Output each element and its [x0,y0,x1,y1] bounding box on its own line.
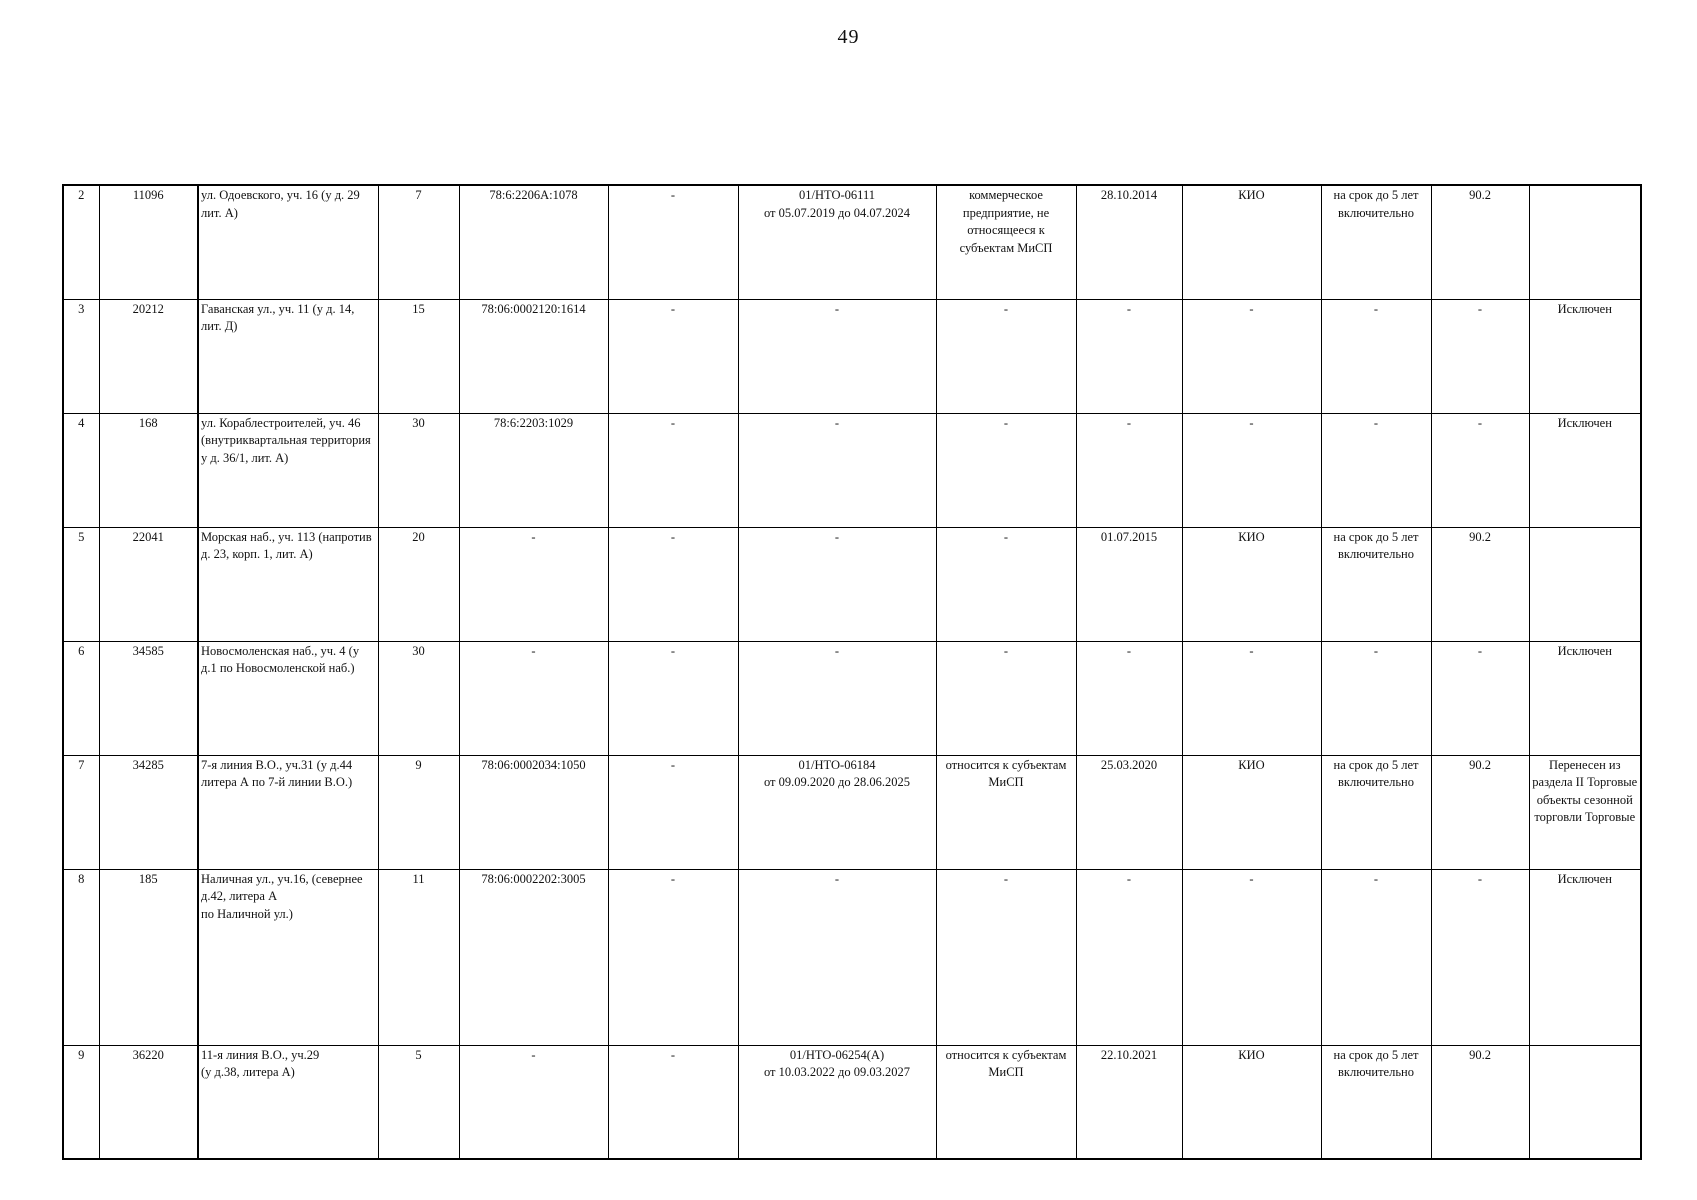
area-cell: 7 [378,185,459,299]
table-row [63,527,1641,641]
object-id-cell: 36220 [99,1045,198,1159]
note-cell: Исключен [1529,413,1641,527]
address-cell: Наличная ул., уч.16, (севернее д.42, литера А по Наличной ул.) [198,869,378,1045]
organization-cell: - [1182,299,1321,413]
table-row [63,413,1641,527]
row-number-cell: 2 [63,185,99,299]
organization-cell: - [1182,413,1321,527]
table-row [63,869,1641,1045]
term-cell: - [1321,641,1431,755]
date-cell: 28.10.2014 [1076,185,1182,299]
table-row [63,299,1641,413]
address-cell: 7-я линия В.О., уч.31 (у д.44 литера А по 7-й линии В.О.) [198,755,378,869]
date-cell: - [1076,869,1182,1045]
cadastral-number-cell: 78:6:2206А:1078 [459,185,608,299]
area-cell: 30 [378,413,459,527]
code-cell: - [1431,299,1529,413]
business-status-cell: коммерческое предприятие, не относящееся к субъектам МиСП [936,185,1076,299]
row-number-cell: 4 [63,413,99,527]
cadastral-number-cell: 78:06:0002120:1614 [459,299,608,413]
column-6-cell: - [608,413,738,527]
table-row [63,755,1641,869]
date-cell: 01.07.2015 [1076,527,1182,641]
cadastral-number-cell: - [459,527,608,641]
area-cell: 11 [378,869,459,1045]
table-row [63,185,1641,299]
date-cell: - [1076,299,1182,413]
note-cell: Перенесен из раздела II Торговые объекты сезонной торговли Торговые [1529,755,1641,869]
note-cell [1529,527,1641,641]
row-number-cell: 7 [63,755,99,869]
row-number-cell: 6 [63,641,99,755]
object-id-cell: 34285 [99,755,198,869]
term-cell: - [1321,299,1431,413]
object-id-cell: 185 [99,869,198,1045]
business-status-cell: - [936,869,1076,1045]
note-cell: Исключен [1529,869,1641,1045]
row-number-cell: 5 [63,527,99,641]
table-row [63,1045,1641,1159]
column-6-cell: - [608,527,738,641]
term-cell: - [1321,869,1431,1045]
contract-cell: - [738,641,936,755]
contract-cell: 01/НТО-06111 от 05.07.2019 до 04.07.2024 [738,185,936,299]
business-status-cell: - [936,641,1076,755]
address-cell: Морская наб., уч. 113 (напротив д. 23, корп. 1, лит. А) [198,527,378,641]
object-id-cell: 34585 [99,641,198,755]
table-row [63,641,1641,755]
organization-cell: - [1182,641,1321,755]
note-cell: Исключен [1529,641,1641,755]
page-number: 49 [837,26,860,48]
code-cell: - [1431,641,1529,755]
registry-table [62,184,1642,1160]
date-cell: 22.10.2021 [1076,1045,1182,1159]
column-6-cell: - [608,299,738,413]
business-status-cell: - [936,413,1076,527]
column-6-cell: - [608,185,738,299]
business-status-cell: - [936,299,1076,413]
code-cell: - [1431,869,1529,1045]
note-cell: Исключен [1529,299,1641,413]
address-cell: ул. Одоевского, уч. 16 (у д. 29 лит. А) [198,185,378,299]
area-cell: 9 [378,755,459,869]
contract-cell: - [738,413,936,527]
cadastral-number-cell: 78:6:2203:1029 [459,413,608,527]
organization-cell: КИО [1182,185,1321,299]
date-cell: 25.03.2020 [1076,755,1182,869]
column-6-cell: - [608,641,738,755]
date-cell: - [1076,413,1182,527]
object-id-cell: 22041 [99,527,198,641]
contract-cell: - [738,527,936,641]
cadastral-number-cell: - [459,1045,608,1159]
column-6-cell: - [608,755,738,869]
code-cell: 90.2 [1431,755,1529,869]
address-cell: ул. Кораблестроителей, уч. 46 (внутриквартальная территория у д. 36/1, лит. А) [198,413,378,527]
row-number-cell: 9 [63,1045,99,1159]
object-id-cell: 168 [99,413,198,527]
term-cell: - [1321,413,1431,527]
term-cell: на срок до 5 лет включительно [1321,755,1431,869]
business-status-cell: относится к субъектам МиСП [936,755,1076,869]
address-cell: Новосмоленская наб., уч. 4 (у д.1 по Новосмоленской наб.) [198,641,378,755]
object-id-cell: 20212 [99,299,198,413]
note-cell [1529,185,1641,299]
organization-cell: КИО [1182,755,1321,869]
term-cell: на срок до 5 лет включительно [1321,527,1431,641]
column-6-cell: - [608,869,738,1045]
date-cell: - [1076,641,1182,755]
area-cell: 5 [378,1045,459,1159]
address-cell: 11-я линия В.О., уч.29 (у д.38, литера А) [198,1045,378,1159]
address-cell: Гаванская ул., уч. 11 (у д. 14, лит. Д) [198,299,378,413]
area-cell: 30 [378,641,459,755]
term-cell: на срок до 5 лет включительно [1321,185,1431,299]
row-number-cell: 8 [63,869,99,1045]
organization-cell: КИО [1182,1045,1321,1159]
code-cell: 90.2 [1431,527,1529,641]
cadastral-number-cell: 78:06:0002202:3005 [459,869,608,1045]
code-cell: 90.2 [1431,185,1529,299]
area-cell: 15 [378,299,459,413]
area-cell: 20 [378,527,459,641]
row-number-cell: 3 [63,299,99,413]
cadastral-number-cell: - [459,641,608,755]
business-status-cell: относится к субъектам МиСП [936,1045,1076,1159]
note-cell [1529,1045,1641,1159]
contract-cell: - [738,869,936,1045]
code-cell: - [1431,413,1529,527]
term-cell: на срок до 5 лет включительно [1321,1045,1431,1159]
contract-cell: - [738,299,936,413]
business-status-cell: - [936,527,1076,641]
cadastral-number-cell: 78:06:0002034:1050 [459,755,608,869]
organization-cell: КИО [1182,527,1321,641]
contract-cell: 01/НТО-06184 от 09.09.2020 до 28.06.2025 [738,755,936,869]
code-cell: 90.2 [1431,1045,1529,1159]
contract-cell: 01/НТО-06254(А) от 10.03.2022 до 09.03.2027 [738,1045,936,1159]
object-id-cell: 11096 [99,185,198,299]
column-6-cell: - [608,1045,738,1159]
organization-cell: - [1182,869,1321,1045]
